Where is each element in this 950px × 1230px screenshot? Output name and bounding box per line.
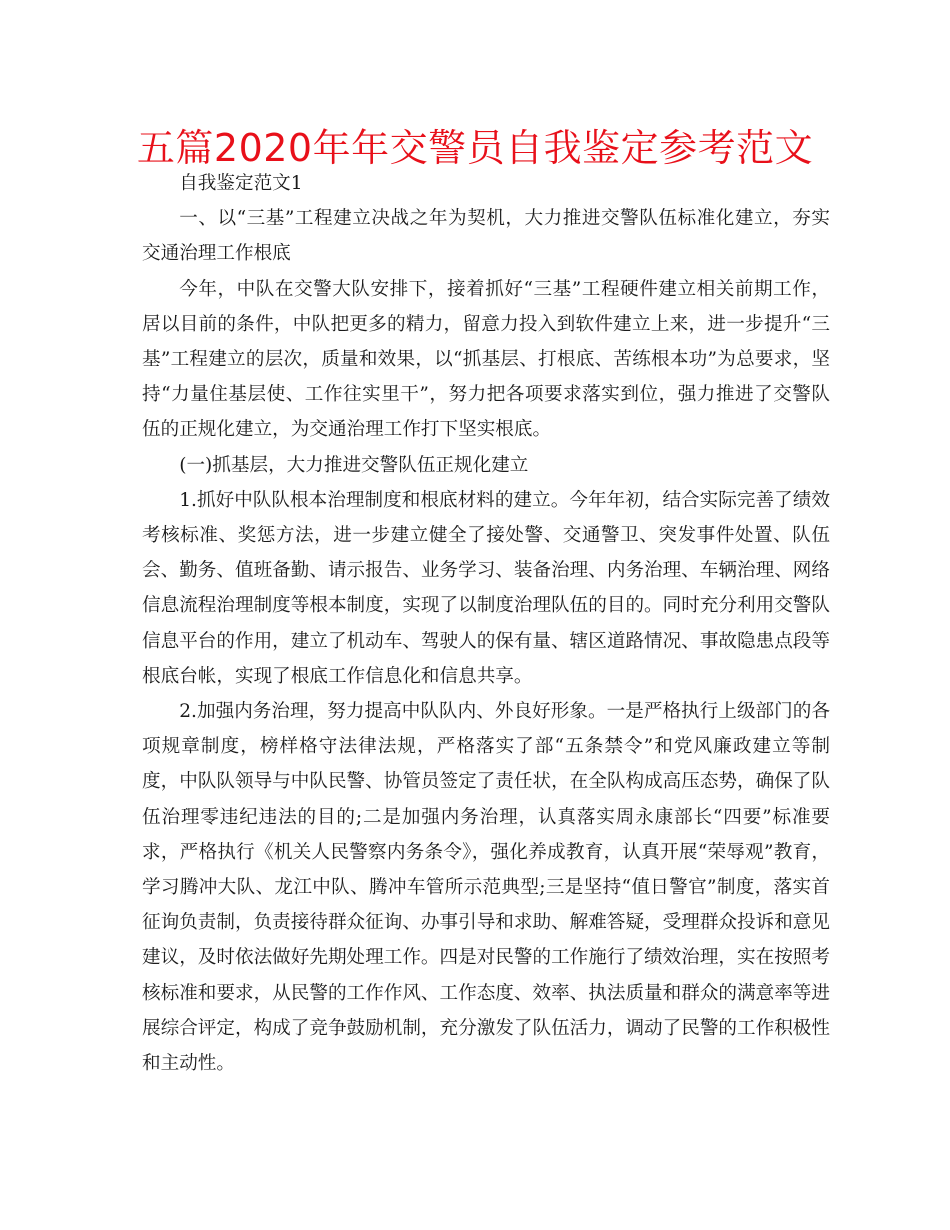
paragraph-section-heading: 一、以“三基”工程建立决战之年为契机，大力推进交警队伍标准化建立，夯实交通治理工作根底 — [142, 208, 830, 265]
paragraph-intro: 今年，中队在交警大队安排下，接着抓好“三基”工程硬件建立相关前期工作，居以目前的条件，中队把更多的精力，留意力投入到软件建立上来，进一步提升“三基”工程建立的层次，质量和效果，以“抓基层、打根底、苦练根本功”为总要求，坚持“力量住基层使、工作往实里干”，努力把各项要求落实到位，强力推进了交警队伍的正规化建立，为交通治理工作打下坚实根底。 — [142, 278, 830, 441]
paragraph-subtitle: 自我鉴定范文1 — [179, 173, 303, 194]
paragraph-item-2: 2.加强内务治理，努力提高中队队内、外良好形象。一是严格执行上级部门的各项规章制度，榜样格守法律法规，严格落实了部“五条禁令”和党风廉政建立等制度，中队队领导与中队民警、协管员签定了责任状，在全队构成高压态势，确保了队伍治理零违纪违法的目的;二是加强内务治理，认真落实周永康部长“四要”标准要求，严格执行《机关人民警察内务条令》，强化养成教育，认真开展“荣辱观”教育，学习腾冲大队、龙江中队、腾冲车管所示范典型;三是坚持“值日警官”制度，落实首征询负责制，负责接待群众征询、办事引导和求助、解难答疑，受理群众投诉和意见建议，及时依法做好先期处理工作。四是对民警的工作施行了绩效治理，实在按照考核标准和要求，从民警的工作作风、工作态度、效率、执法质量和群众的满意率等进展综合评定，构成了竞争鼓励机制，充分激发了队伍活力，调动了民警的工作积极性和主动性。 — [142, 701, 830, 1075]
paragraph-subheading: (一)抓基层，大力推进交警队伍正规化建立 — [179, 454, 529, 476]
paragraph-item-1: 1.抓好中队队根本治理制度和根底材料的建立。今年年初，结合实际完善了绩效考核标准、奖惩方法，进一步建立健全了接处警、交通警卫、突发事件处置、队伍会、勤务、值班备勤、请示报告、业务学习、装备治理、内务治理、车辆治理、网络信息流程治理制度等根本制度，实现了以制度治理队伍的目的。同时充分利用交警队信息平台的作用，建立了机动车、驾驶人的保有量、辖区道路情况、事故隐患点段等根底台帐，实现了根底工作信息化和信息共享。 — [142, 489, 830, 687]
document-body — [142, 166, 830, 1081]
document-title: 五篇2020年年交警员自我鉴定参考范文 — [136, 126, 814, 170]
